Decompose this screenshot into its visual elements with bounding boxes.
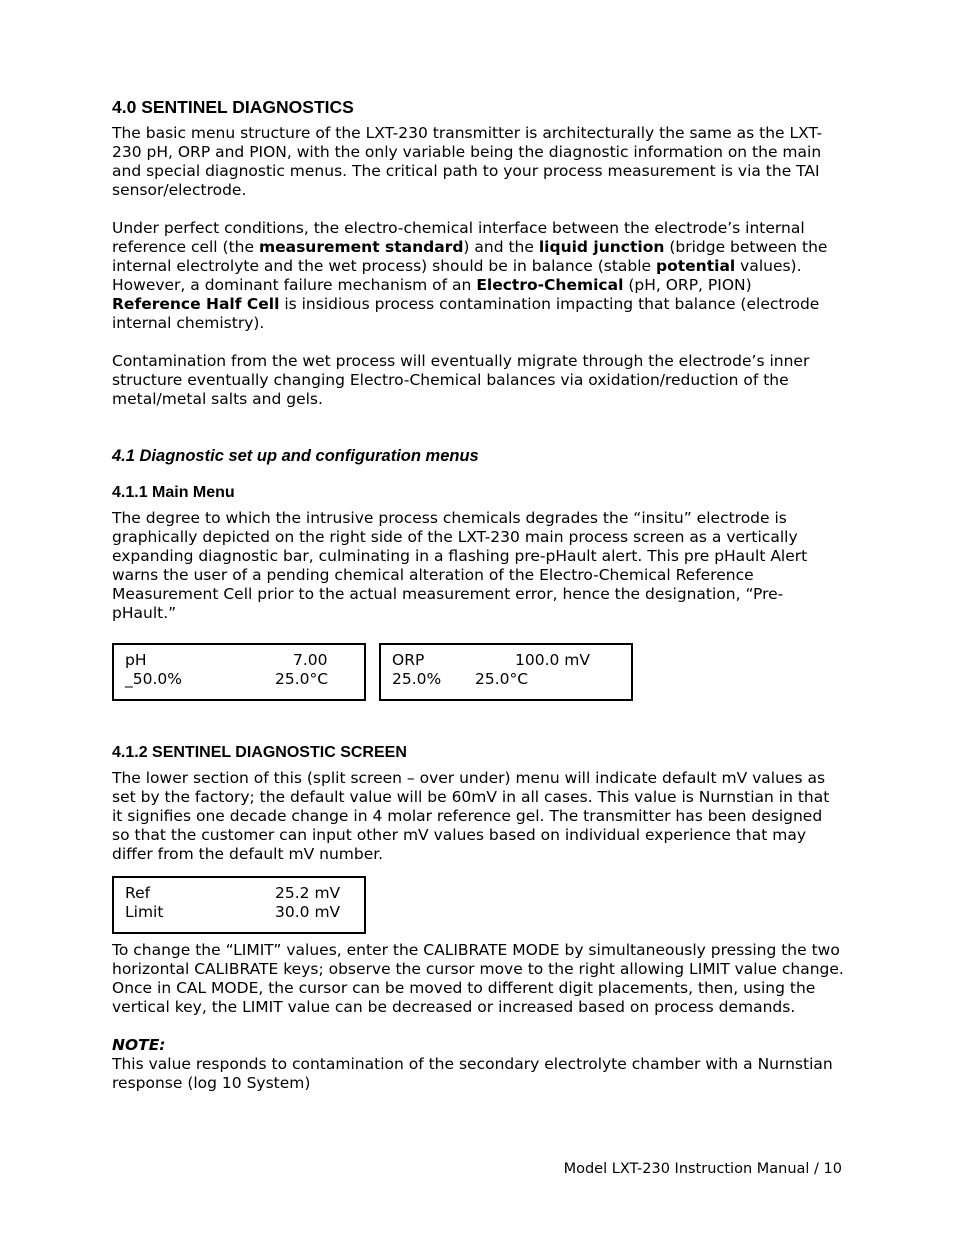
bold-run: measurement standard bbox=[258, 238, 464, 256]
ph-temperature: 25.0°C bbox=[275, 670, 329, 688]
text-run: (pH, ORP, PION) bbox=[623, 276, 752, 294]
ph-screen-box bbox=[112, 643, 366, 701]
page-footer: Model LXT-230 Instruction Manual / 10 bbox=[563, 1161, 842, 1177]
ph-label: pH bbox=[125, 651, 147, 669]
bold-run: Electro-Chemical bbox=[476, 276, 624, 294]
bold-run: liquid junction bbox=[538, 238, 665, 256]
note-text: This value responds to contamination of the secondary electrolyte chamber with a Nurnstian response (log 10 System) bbox=[112, 1055, 833, 1092]
orp-screen-box bbox=[379, 643, 633, 701]
ref-label: Ref bbox=[125, 884, 151, 902]
subsection-heading-4-1-1: 4.1.1 Main Menu bbox=[112, 484, 235, 501]
contamination-paragraph: Contamination from the wet process will eventually migrate through the electrode’s inner structure eventually changing Electro-Chemical balances via oxidation/reduction of the metal/metal salts and gels. bbox=[112, 352, 810, 408]
orp-temperature: 25.0°C bbox=[475, 670, 529, 688]
bold-run: Reference Half Cell bbox=[112, 295, 280, 313]
diagnostic-screen-paragraph: The lower section of this (split screen – over under) menu will indicate default mV values as set by the factory; the default value will be 60mV in all cases. This value is Nurnstian in that it signifies one decade change in 4 molar reference gel. The transmitter has been designed so that the customer can input other mV values based on individual experience that may differ from the default mV number. bbox=[112, 769, 830, 863]
subsection-heading-4-1-2: 4.1.2 SENTINEL DIAGNOSTIC SCREEN bbox=[112, 744, 407, 761]
ref-screen-box bbox=[112, 876, 366, 934]
text-run: values). However, a dominant failure mechanism of an bbox=[112, 257, 802, 294]
subsection-heading-4-1: 4.1 Diagnostic set up and configuration menus bbox=[112, 447, 479, 465]
text-run: Under perfect conditions, the electro-chemical interface between the electrode’s internal reference cell (the bbox=[112, 219, 805, 256]
main-screen-examples bbox=[112, 643, 844, 701]
section-heading: 4.0 SENTINEL DIAGNOSTICS bbox=[112, 97, 354, 117]
limit-change-paragraph: To change the “LIMIT” values, enter the CALIBRATE MODE by simultaneously pressing the two horizontal CALIBRATE keys; observe the cursor move to the right allowing LIMIT value change. Once in CAL MODE, the cursor can be moved to different digit placements, then, using the vertical key, the LIMIT value can be decreased or increased based on process demands. bbox=[112, 941, 844, 1016]
intro-paragraph: The basic menu structure of the LXT-230 transmitter is architecturally the same as the LXT-230 pH, ORP and PION, with the only variable being the diagnostic information on the main and special diagnostic menus. The critical path to your process measurement is via the TAI sensor/electrode. bbox=[112, 124, 823, 199]
conditions-paragraph bbox=[112, 219, 844, 333]
ph-diag-percent: _50.0% bbox=[125, 670, 182, 688]
limit-value: 30.0 mV bbox=[275, 903, 341, 921]
orp-diag-percent: 25.0% bbox=[392, 670, 442, 688]
ref-screen-example bbox=[112, 876, 844, 934]
limit-label: Limit bbox=[125, 903, 164, 921]
note-label: NOTE: bbox=[112, 1036, 166, 1054]
bold-run: potential bbox=[656, 257, 736, 275]
orp-label: ORP bbox=[392, 651, 425, 669]
text-run: is insidious process contamination impacting that balance (electrode internal chemistry). bbox=[112, 295, 820, 332]
main-menu-paragraph: The degree to which the intrusive process chemicals degrades the “insitu” electrode is graphically depicted on the right side of the LXT-230 main process screen as a vertically expanding diagnostic bar, culminating in a flashing pre-pHault alert. This pre pHault Alert warns the user of a pending chemical alteration of the Electro-Chemical Reference Measurement Cell prior to the actual measurement error, hence the designation, “Pre-pHault.” bbox=[112, 509, 808, 622]
text-run: (bridge between the internal electrolyte and the wet process) should be in balance (stable bbox=[112, 238, 828, 275]
document-page bbox=[112, 96, 844, 1093]
orp-value: 100.0 mV bbox=[515, 651, 591, 669]
ph-value: 7.00 bbox=[293, 651, 328, 669]
ref-value: 25.2 mV bbox=[275, 884, 341, 902]
text-run: ) and the bbox=[463, 238, 539, 256]
